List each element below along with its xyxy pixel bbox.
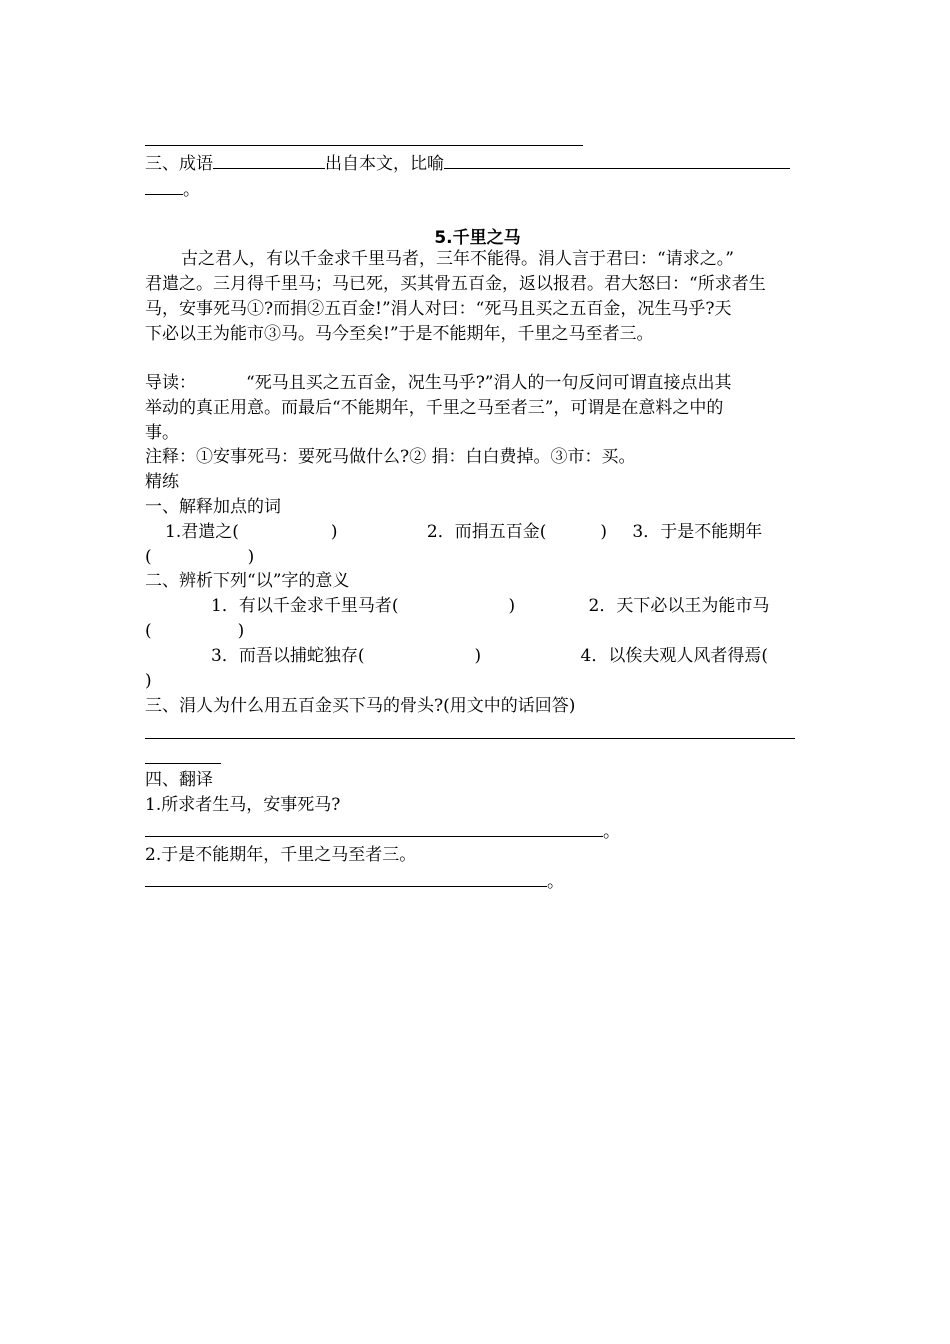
notes: 注释：①安事死马：要死马做什么?② 捐：白白费掉。③市：买。 [145, 447, 636, 467]
answer-line [145, 145, 583, 146]
q1-items [165, 520, 762, 544]
q1-item-1-close: ) [330, 522, 338, 542]
q2-item-1-close: ) [508, 596, 516, 616]
meaning-blank-cont [145, 176, 183, 195]
q1-title: 一、解释加点的词 [145, 497, 281, 517]
q2-item-2-open: ( [145, 621, 152, 641]
idiom-q-prefix: 三、成语 [145, 154, 213, 174]
q2-item-3: 3．而吾以捕蛇独存( [211, 646, 365, 666]
q2-title: 二、辨析下列“以”字的意义 [145, 571, 350, 591]
q2-item-1: 1．有以千金求千里马者( [211, 596, 399, 616]
q4-item-1-blank [145, 818, 603, 837]
q4-item-2: 2.于是不能期年，千里之马至者三。 [145, 845, 417, 865]
q3-title: 三、涓人为什么用五百金买下马的骨头?(用文中的话回答) [145, 696, 576, 716]
q1-item-2: 2．而捐五百金( [426, 522, 547, 542]
idiom-question-cont [145, 176, 200, 200]
q2-item-2-blank [145, 619, 244, 643]
passage-title: 5.千里之马 [434, 228, 521, 248]
document-page [145, 0, 810, 1344]
idiom-q-end: 。 [183, 180, 200, 200]
idiom-blank [213, 150, 325, 169]
guide-line-2: 举动的真正用意。而最后“不能期年，千里之马至者三”，可谓是在意料之中的 [145, 398, 724, 418]
q3-answer-line-1 [145, 738, 795, 739]
q1-item-3: 3．于是不能期年 [632, 522, 763, 542]
q4-item-1: 1.所求者生马，安事死马? [145, 795, 341, 815]
q4-item-2-answer [145, 868, 564, 892]
passage-line-1: 古之君人，有以千金求千里马者，三年不能得。涓人言于君曰：“请求之。” [181, 249, 734, 269]
q4-item-1-answer [145, 818, 620, 842]
passage-line-2: 君遣之。三月得千里马；马已死，买其骨五百金，返以报君。君大怒曰：“所求者生 [145, 274, 766, 294]
passage-line-4: 下必以王为能市③马。马今至矣!”于是不能期年，千里之马至者三。 [145, 324, 654, 344]
q1-item-3-close: ) [247, 547, 255, 567]
guide-text-1: “死马且买之五百金，况生马乎?”涓人的一句反问可谓直接点出其 [246, 373, 732, 393]
q2-item-4-close: ) [145, 671, 152, 691]
q4-item-2-end: 。 [547, 872, 564, 892]
q1-item-1: 1.君遣之( [165, 522, 239, 542]
q2-item-2: 2．天下必以王为能市马 [588, 596, 770, 616]
meaning-blank [444, 150, 790, 169]
q1-item-2-close: ) [600, 522, 607, 542]
q2-item-2-close: ) [237, 621, 245, 641]
idiom-q-mid: 出自本文，比喻 [325, 154, 444, 174]
guide-line-3: 事。 [145, 423, 179, 443]
guide-label: 导读： [145, 373, 196, 393]
q2-item-4-close-line [145, 669, 152, 693]
q1-item-3-open: ( [145, 547, 152, 567]
q2-row-2 [211, 644, 768, 668]
q2-item-4: 4．以俟夫观人风者得焉( [580, 646, 768, 666]
q2-row-1 [211, 594, 769, 618]
q4-title: 四、翻译 [145, 770, 213, 790]
guide-line-1 [145, 371, 732, 395]
q2-item-3-close: ) [474, 646, 482, 666]
practice-heading: 精练 [145, 472, 179, 492]
passage-line-3: 马，安事死马①?而捐②五百金!”涓人对曰：“死马且买之五百金，况生马乎?天 [145, 299, 732, 319]
idiom-question [145, 150, 790, 174]
q4-item-2-blank [145, 868, 547, 887]
q1-item-3-blank [145, 545, 254, 569]
q3-answer-line-2 [145, 763, 221, 764]
q4-item-1-end: 。 [603, 822, 620, 842]
